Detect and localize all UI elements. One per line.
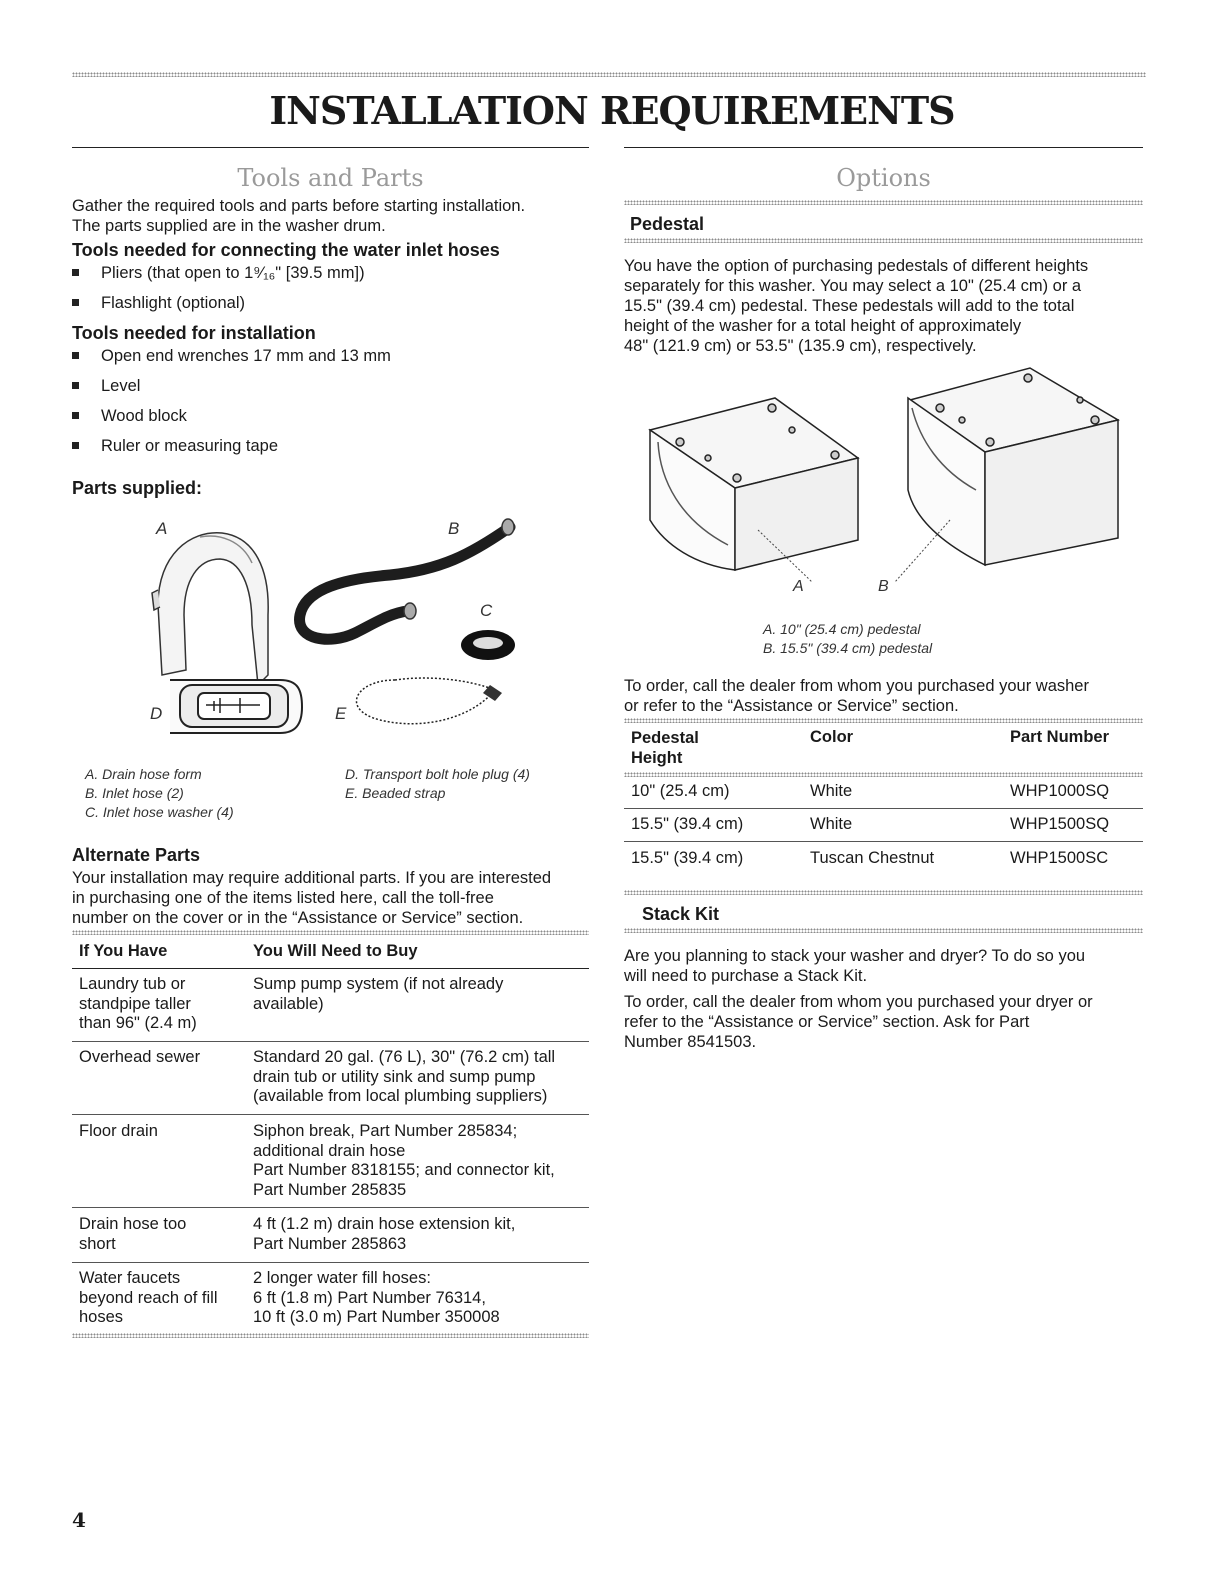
row-rule [72,1262,589,1263]
options-heading: Options [836,164,931,192]
stack-text-line: will need to purchase a Stack Kit. [624,967,868,985]
list-item: Open end wrenches 17 mm and 13 mm [72,347,391,366]
pedestal-table-header-color: Color [810,728,854,746]
caption-d: D. Transport bolt hole plug (4) [345,766,530,782]
caption-a: A. Drain hose form [85,766,202,782]
alt-table-top-rule [72,930,589,935]
stack-top-rule [624,890,1143,895]
alt-text-line: number on the cover or in the “Assistance or Service” section. [72,909,524,927]
alt-table-header-buy: You Will Need to Buy [253,942,418,960]
table-cell: Floor drain [79,1122,158,1140]
pedestal-text-line: separately for this washer. You may select a 10" (25.4 cm) or a [624,277,1082,295]
alternate-parts-heading: Alternate Parts [72,845,201,865]
caption-b: B. Inlet hose (2) [85,785,184,801]
figure-label-e: E [335,704,347,723]
row-rule [72,1207,589,1208]
pedestal-top-rule [624,200,1143,205]
inlet-hose-washer-icon [461,630,515,660]
figure-label-a: A [156,519,168,538]
drain-hose-form-icon [152,533,268,685]
list-item: Flashlight (optional) [72,294,245,313]
tools-install-heading: Tools needed for installation [72,323,316,343]
alt-table-header-have: If You Have [79,942,168,960]
table-cell: White [810,815,853,833]
beaded-strap-icon [356,678,495,724]
pedestal-table-header-height: Pedestal Height [631,729,699,767]
caption-e: E. Beaded strap [345,785,446,801]
list-item: Wood block [72,407,187,426]
pedestal-text-line: height of the washer for a total height of approximately [624,317,1022,335]
row-rule [72,1114,589,1115]
figure-label-b: B [448,519,460,538]
table-cell: 2 longer water fill hoses: 6 ft (1.8 m) Part Number 76314, 10 ft (3.0 m) Part Number 350008 [253,1269,500,1326]
table-cell: 4 ft (1.2 m) drain hose extension kit, Part Number 285863 [253,1215,516,1253]
figure-label-c: C [480,601,493,620]
order-text-line: To order, call the dealer from whom you purchased your washer [624,677,1089,695]
table-cell: Drain hose too short [79,1215,187,1253]
table-cell: Standard 20 gal. (76 L), 30" (76.2 cm) tall drain tub or utility sink and sump pump (available from local plumbing suppliers) [253,1048,556,1105]
table-cell: Tuscan Chestnut [810,849,935,867]
pedestal-illustration [640,360,1130,610]
pedestal-text-line: 15.5" (39.4 cm) pedestal. These pedestals will add to the total [624,297,1075,315]
alt-text-line: Your installation may require additional parts. If you are interested [72,869,552,887]
top-rule [72,72,1146,77]
pedestal-text-line: You have the option of purchasing pedestals of different heights [624,257,1089,275]
pedestal-10in-icon [650,398,858,570]
pedestal-caption-b: B. 15.5" (39.4 cm) pedestal [763,640,933,656]
list-item: Level [72,377,140,396]
caption-c: C. Inlet hose washer (4) [85,804,234,820]
pedestal-caption-a: A. 10" (25.4 cm) pedestal [763,621,921,637]
intro-line-2: The parts supplied are in the washer drum. [72,217,386,235]
table-cell: White [810,782,853,800]
pedestal-bottom-rule [624,238,1143,243]
stack-text-line: To order, call the dealer from whom you purchased your dryer or [624,993,1093,1011]
transport-bolt-hole-plug-icon [170,680,302,733]
right-heading-rule [624,147,1143,148]
figure-label-d: D [150,704,163,723]
pedestal-heading: Pedestal [630,214,705,234]
pedestal-label-a: A [793,578,804,595]
list-item: Pliers (that open to 1⁹⁄₁₆" [39.5 mm]) [72,264,365,283]
stack-bottom-rule [624,928,1143,933]
inlet-hose-icon [300,519,514,639]
table-cell: 10" (25.4 cm) [631,782,730,800]
list-item: Ruler or measuring tape [72,437,278,456]
table-cell: Laundry tub or standpipe taller than 96" (2.4 m) [79,975,197,1032]
alt-table-header-rule [72,968,589,969]
pedestal-table-header-rule [624,772,1143,777]
row-rule [624,808,1143,809]
row-rule [72,1041,589,1042]
table-cell: WHP1500SC [1010,849,1109,867]
pedestal-table-header-part: Part Number [1010,728,1110,746]
order-text-line: or refer to the “Assistance or Service” section. [624,697,959,715]
stack-text-line: refer to the “Assistance or Service” section. Ask for Part [624,1013,1030,1031]
table-cell: Water faucets beyond reach of fill hoses [79,1269,218,1326]
pedestal-table-top-rule [624,718,1143,723]
alt-text-line: in purchasing one of the items listed here, call the toll-free [72,889,494,907]
table-cell: 15.5" (39.4 cm) [631,849,744,867]
page-number: 4 [72,1508,86,1532]
alt-table-bottom-rule [72,1333,589,1338]
tools-inlet-heading: Tools needed for connecting the water inlet hoses [72,240,500,260]
tools-and-parts-heading: Tools and Parts [237,164,424,192]
intro-line-1: Gather the required tools and parts before starting installation. [72,197,526,215]
page-title: INSTALLATION REQUIREMENTS [269,88,955,133]
stack-kit-heading: Stack Kit [642,904,720,924]
pedestal-15in-icon [908,368,1118,565]
parts-supplied-heading: Parts supplied: [72,478,203,498]
table-cell: WHP1000SQ [1010,782,1110,800]
pedestal-text-line: 48" (121.9 cm) or 53.5" (135.9 cm), respectively. [624,337,977,355]
table-cell: Sump pump system (if not already available) [253,975,504,1013]
table-cell: WHP1500SQ [1010,815,1110,833]
pedestal-label-b: B [878,578,889,595]
table-cell: 15.5" (39.4 cm) [631,815,744,833]
stack-text-line: Are you planning to stack your washer and dryer? To do so you [624,947,1086,965]
table-cell: Siphon break, Part Number 285834; additional drain hose Part Number 8318155; and connector kit, Part Number 285835 [253,1122,555,1199]
left-heading-rule [72,147,589,148]
table-cell: Overhead sewer [79,1048,201,1066]
row-rule [624,841,1143,842]
stack-text-line: Number 8541503. [624,1033,757,1051]
